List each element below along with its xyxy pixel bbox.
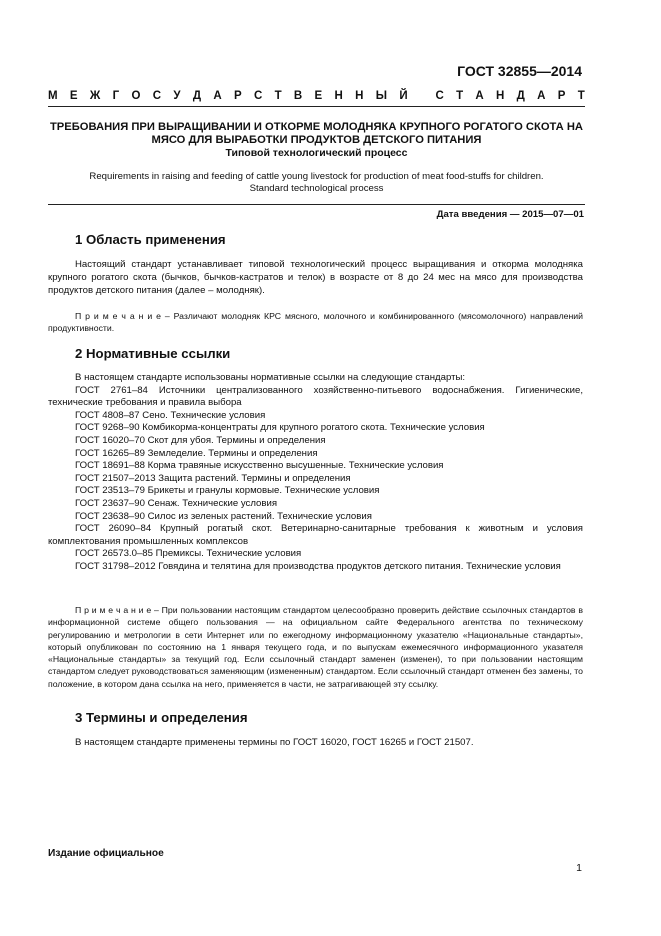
banner-letter: С	[435, 90, 444, 102]
reference-item: ГОСТ 26573.0–85 Премиксы. Технические условия	[75, 548, 302, 560]
reference-item: ГОСТ 4808–87 Сено. Технические условия	[75, 409, 266, 421]
normative-references-list	[48, 372, 583, 574]
english-title-line-2: Standard technological process	[249, 183, 384, 194]
section-2-note	[48, 604, 583, 690]
banner-letter: М	[48, 90, 58, 102]
english-title	[48, 171, 585, 195]
reference-item: ГОСТ 16265–89 Земледелие. Термины и определения	[75, 447, 318, 459]
title-line-1: ТРЕБОВАНИЯ ПРИ ВЫРАЩИВАНИИ И ОТКОРМЕ МОЛОДНЯКА КРУПНОГО РОГАТОГО СКОТА НА	[49, 121, 584, 133]
banner-letter: Р	[233, 90, 242, 102]
banner-letter: С	[152, 90, 162, 102]
banner-letter: В	[293, 90, 303, 102]
banner-letter: Ж	[89, 90, 101, 102]
reference-item: ГОСТ 2761–84 Источники централизованного хозяйственно-питьевого водоснабжения. Гигиенические, технические требования и правила выбора	[48, 384, 583, 409]
banner-letter: Е	[69, 90, 78, 102]
document-subtitle: Типовой технологический процесс	[225, 147, 408, 159]
reference-item: ГОСТ 16020–70 Скот для убоя. Термины и определения	[75, 434, 326, 446]
note-text: – Различают молодняк КРС мясного, молочного и комбинированного (мясомолочного) направлений продуктивности.	[48, 311, 583, 334]
reference-item: ГОСТ 31798–2012 Говядина и телятина для производства продуктов детского питания. Технические условия	[75, 560, 561, 572]
note-label: П р и м е ч а н и е	[75, 311, 161, 321]
banner-letter: Н	[355, 90, 364, 102]
banner-letter: Д	[192, 90, 202, 102]
reference-item: ГОСТ 23637–90 Сенаж. Технические условия	[75, 497, 278, 509]
banner-letter: Т	[456, 90, 464, 102]
english-title-line-1: Requirements in raising and feeding of cattle young livestock for production of meat food-stuffs for children.	[89, 171, 544, 182]
banner-letter: Ы	[375, 90, 388, 102]
banner-letter: С	[253, 90, 263, 102]
banner-letter: Й	[399, 90, 408, 102]
section-2-heading: 2 Нормативные ссылки	[75, 346, 231, 361]
note-text: – При пользовании настоящим стандартом целесообразно проверить действие ссылочных стандартов в информационной системе общего пользования — на официальном сайте Федерального агентства по техническому регулированию и метрологии в сети Интернет или по ежегодному информационному указателю «Национальные стандарты», который опубликован по состоянию на 1 января текущего года, и по выпускам ежемесячного информационного указателя «Национальные стандарты» за текущий год. Если ссылочный стандарт заменен (изменен), то при пользовании настоящим стандартом следует руководствоваться заменяющим (измененным) стандартом. Если ссылочный стандарт отменен без замены, то положение, в котором дана ссылка на него, применяется в части, не затрагивающей эту ссылку.	[48, 605, 583, 689]
section-1-heading: 1 Область применения	[75, 232, 226, 247]
header-rule	[48, 106, 585, 107]
note-label: П р и м е ч а н и е	[75, 605, 152, 615]
banner-letter: А	[475, 90, 484, 102]
banner-letter: Е	[314, 90, 323, 102]
banner-letter: Н	[334, 90, 343, 102]
banner-letter: Т	[577, 90, 585, 102]
banner-letter: У	[173, 90, 181, 102]
banner-letter: О	[131, 90, 141, 102]
document-number: ГОСТ 32855—2014	[457, 63, 582, 79]
intro-rule	[48, 204, 585, 205]
page-number: 1	[576, 862, 582, 874]
reference-item: ГОСТ 9268–90 Комбикорма-концентраты для крупного рогатого скота. Технические условия	[75, 422, 485, 434]
banner-letter: Д	[516, 90, 525, 102]
banner-letter: Н	[496, 90, 505, 102]
interstate-standard-banner	[48, 90, 585, 102]
reference-item: ГОСТ 23638–90 Силос из зеленых растений. Технические условия	[75, 510, 372, 522]
reference-item: ГОСТ 18691–88 Корма травяные искусственно высушенные. Технические условия	[75, 460, 444, 472]
banner-letter	[420, 90, 423, 102]
introduction-date: Дата введения — 2015—07—01	[436, 209, 584, 220]
banner-letter: Г	[112, 90, 120, 102]
references-intro: В настоящем стандарте использованы нормативные ссылки на следующие стандарты:	[75, 372, 466, 383]
title-line-2: МЯСО ДЛЯ ВЫРАБОТКИ ПРОДУКТОВ ДЕТСКОГО ПИТАНИЯ	[151, 134, 482, 146]
section-1-note	[48, 310, 583, 335]
reference-item: ГОСТ 23513–79 Брикеты и гранулы кормовые. Технические условия	[75, 485, 380, 497]
section-1-text: Настоящий стандарт устанавливает типовой технологический процесс выращивания и откорма молодняка крупного рогатого скота (бычков, бычков-кастратов и телок) в возрасте от 8 до 24 мес на мясо для производства продуктов детского питания (далее – молодняк).	[48, 259, 583, 296]
banner-letter: А	[537, 90, 546, 102]
reference-item: ГОСТ 26090–84 Крупный рогатый скот. Ветеринарно-санитарные требования к животным и условия комплектования промышленных комплексов	[48, 523, 583, 547]
section-3-text: В настоящем стандарте применены термины по ГОСТ 16020, ГОСТ 16265 и ГОСТ 21507.	[75, 737, 474, 748]
banner-letter: Р	[557, 90, 566, 102]
banner-letter: А	[213, 90, 222, 102]
banner-letter: Т	[274, 90, 282, 102]
official-edition-label: Издание официальное	[48, 848, 164, 859]
document-title	[48, 121, 585, 147]
section-3-heading: 3 Термины и определения	[75, 710, 248, 725]
reference-item: ГОСТ 21507–2013 Защита растений. Термины и определения	[75, 472, 351, 484]
